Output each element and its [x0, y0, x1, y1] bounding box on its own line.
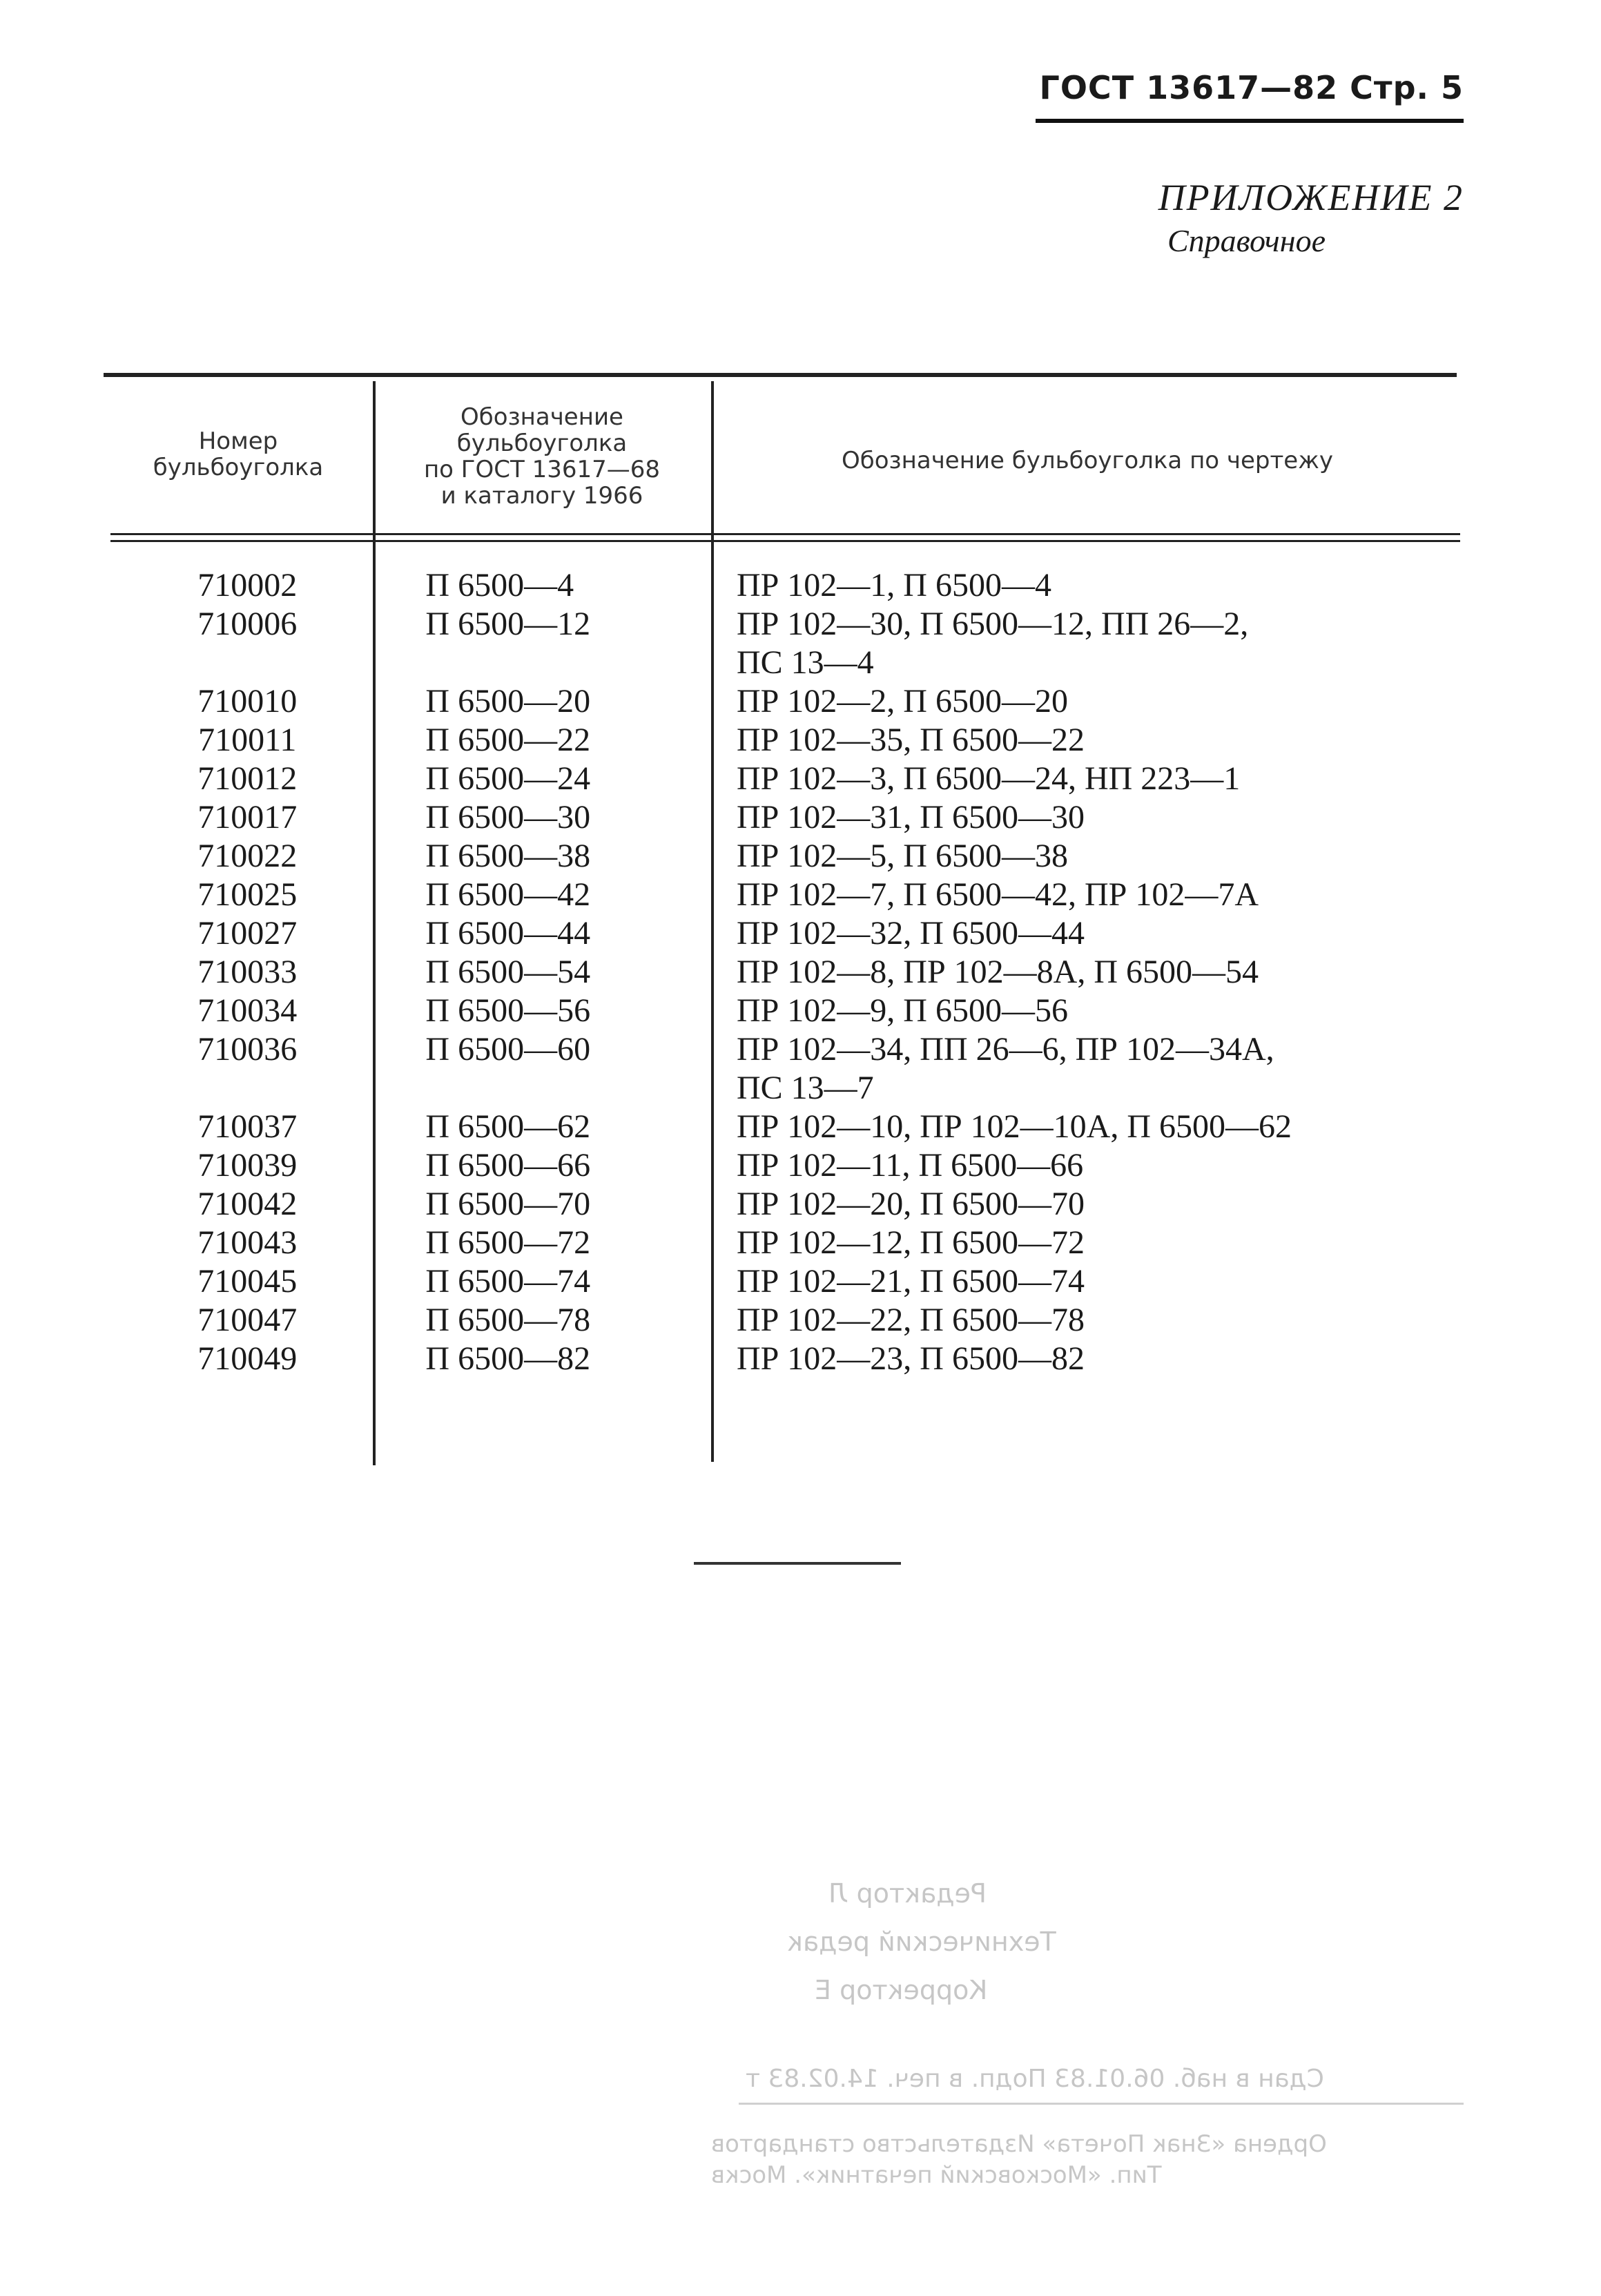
cell-old-designation: П 6500—62	[425, 1108, 591, 1145]
cell-number: 710033	[197, 954, 298, 990]
cell-old-designation: П 6500—20	[425, 683, 591, 720]
table-row	[110, 721, 1464, 760]
table-row	[110, 953, 1464, 992]
bleed-through-text: Редактор Л	[828, 1878, 987, 1909]
column-header-old-designation: Обозначение бульбоуголка по ГОСТ 13617—68 и каталогу 1966	[423, 403, 661, 510]
cell-number: 710002	[197, 567, 298, 604]
cell-number: 710049	[197, 1340, 298, 1377]
cell-old-designation: П 6500—72	[425, 1224, 591, 1261]
cell-number: 710039	[197, 1147, 298, 1184]
cell-drawing-designation: ПР 102—9, П 6500—56	[736, 992, 1068, 1029]
header-separator-rule-double	[110, 540, 1460, 542]
cell-old-designation: П 6500—4	[425, 567, 574, 604]
cell-drawing-designation: ПР 102—31, П 6500—30	[736, 799, 1085, 836]
bleed-through-rule	[739, 2103, 1464, 2105]
cell-drawing-designation: ПР 102—7, П 6500—42, ПР 102—7А	[736, 876, 1259, 913]
cell-drawing-designation: ПР 102—20, П 6500—70	[736, 1186, 1085, 1222]
table-row	[110, 1340, 1464, 1378]
cell-drawing-designation: ПР 102—23, П 6500—82	[736, 1340, 1085, 1377]
cell-drawing-designation: ПР 102—10, ПР 102—10А, П 6500—62	[736, 1108, 1292, 1145]
cell-drawing-designation: ПР 102—1, П 6500—4	[736, 567, 1051, 604]
cell-number: 710006	[197, 606, 298, 642]
table-row	[110, 1146, 1464, 1185]
cell-old-designation: П 6500—66	[425, 1147, 591, 1184]
appendix-title: ПРИЛОЖЕНИЕ 2	[1158, 177, 1464, 218]
end-of-table-rule	[694, 1562, 901, 1565]
header-rule	[1036, 119, 1464, 123]
cell-number: 710010	[197, 683, 298, 720]
bleed-through-text: Сдан в наб. 06.01.83 Подп. в печ. 14.02.83 т	[746, 2065, 1324, 2093]
cell-number: 710011	[198, 722, 297, 758]
cell-number: 710034	[197, 992, 298, 1029]
cell-number: 710047	[197, 1302, 298, 1338]
cell-drawing-designation: ПР 102—34, ПП 26—6, ПР 102—34А, ПС 13—7	[736, 1031, 1274, 1106]
column-header-number: Номер бульбоуголка	[153, 427, 324, 481]
cell-number: 710037	[197, 1108, 298, 1145]
cell-drawing-designation: ПР 102—30, П 6500—12, ПП 26—2, ПС 13—4	[736, 606, 1249, 681]
table-row	[110, 798, 1464, 837]
cell-old-designation: П 6500—56	[425, 992, 591, 1029]
cell-old-designation: П 6500—38	[425, 838, 591, 874]
cell-drawing-designation: ПР 102—2, П 6500—20	[736, 683, 1068, 720]
bleed-through-text: Ордена «Знак Почета» Издательство стандартов	[711, 2130, 1327, 2158]
cell-old-designation: П 6500—12	[425, 606, 591, 642]
cell-number: 710036	[197, 1031, 298, 1068]
cell-number: 710045	[197, 1263, 298, 1300]
table-row	[110, 1301, 1464, 1340]
cell-number: 710025	[197, 876, 298, 913]
cell-old-designation: П 6500—54	[425, 954, 591, 990]
bleed-through-text: Технический редак	[787, 1927, 1056, 1957]
cell-number: 710043	[197, 1224, 298, 1261]
cell-drawing-designation: ПР 102—32, П 6500—44	[736, 915, 1085, 952]
table-top-rule	[104, 373, 1457, 377]
table-row	[110, 1185, 1464, 1224]
cell-drawing-designation: ПР 102—22, П 6500—78	[736, 1302, 1085, 1338]
table-row	[110, 1224, 1464, 1262]
table-body	[110, 566, 1464, 1378]
cell-old-designation: П 6500—78	[425, 1302, 591, 1338]
cell-old-designation: П 6500—30	[425, 799, 591, 836]
bleed-through-text: Тип. «Московский печатник». Москв	[711, 2161, 1162, 2189]
cell-number: 710012	[197, 760, 298, 797]
cell-old-designation: П 6500—82	[425, 1340, 591, 1377]
column-header-drawing-designation: Обозначение бульбоуголка по чертежу	[842, 447, 1333, 474]
table-row	[110, 1108, 1464, 1146]
cell-drawing-designation: ПР 102—8, ПР 102—8А, П 6500—54	[736, 954, 1259, 990]
cell-old-designation: П 6500—42	[425, 876, 591, 913]
appendix-type: Справочное	[1167, 223, 1326, 258]
cell-old-designation: П 6500—74	[425, 1263, 591, 1300]
table-row	[110, 605, 1464, 682]
cell-old-designation: П 6500—60	[425, 1031, 591, 1068]
table-row	[110, 1262, 1464, 1301]
table-row	[110, 876, 1464, 914]
cell-drawing-designation: ПР 102—3, П 6500—24, НП 223—1	[736, 760, 1241, 797]
cell-number: 710042	[197, 1186, 298, 1222]
cell-old-designation: П 6500—70	[425, 1186, 591, 1222]
cell-drawing-designation: ПР 102—35, П 6500—22	[736, 722, 1085, 758]
table-row	[110, 682, 1464, 721]
cell-number: 710017	[197, 799, 298, 836]
cell-number: 710027	[197, 915, 298, 952]
table-row	[110, 760, 1464, 798]
cell-drawing-designation: ПР 102—21, П 6500—74	[736, 1263, 1085, 1300]
table-row	[110, 1030, 1464, 1108]
cell-old-designation: П 6500—24	[425, 760, 591, 797]
cell-drawing-designation: ПР 102—5, П 6500—38	[736, 838, 1068, 874]
table-row	[110, 837, 1464, 876]
table-row	[110, 566, 1464, 605]
table-row	[110, 914, 1464, 953]
cell-number: 710022	[197, 838, 298, 874]
cell-old-designation: П 6500—44	[425, 915, 591, 952]
bleed-through-text: Корректор Е	[815, 1975, 988, 2005]
cell-old-designation: П 6500—22	[425, 722, 591, 758]
table-row	[110, 992, 1464, 1030]
cell-drawing-designation: ПР 102—12, П 6500—72	[736, 1224, 1085, 1261]
header-separator-rule	[110, 533, 1460, 535]
cell-drawing-designation: ПР 102—11, П 6500—66	[736, 1147, 1084, 1184]
page-header-title: ГОСТ 13617—82 Стр. 5	[1039, 69, 1464, 106]
